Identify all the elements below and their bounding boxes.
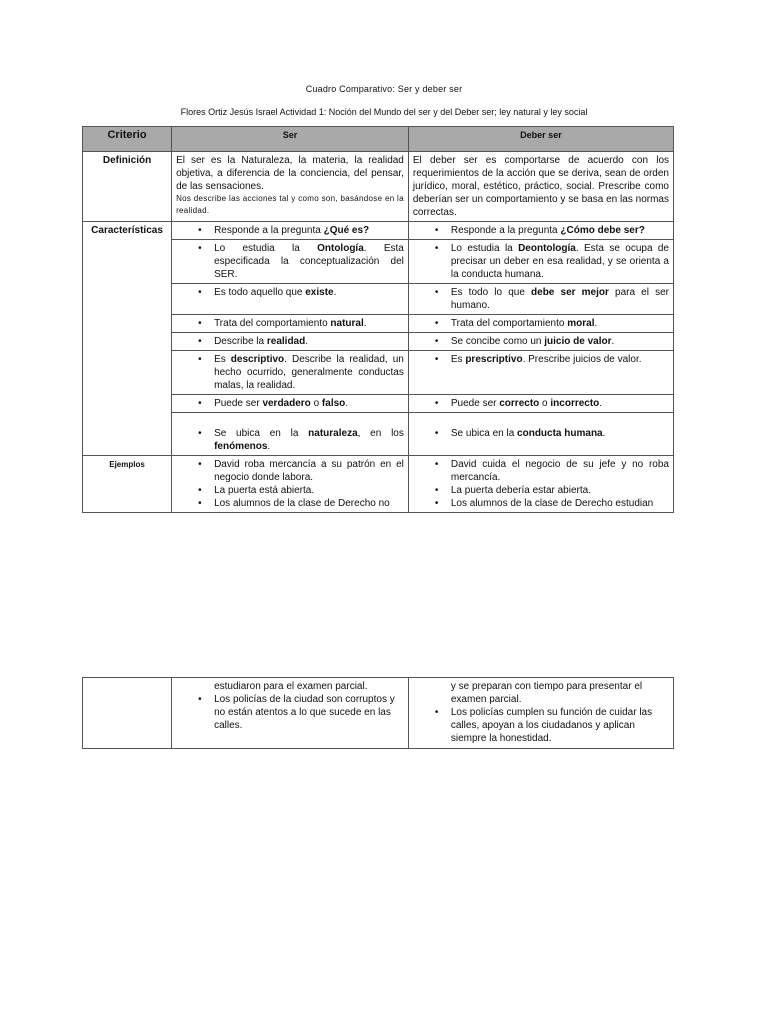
- caracteristica-ser-list: [176, 317, 404, 330]
- ejemplo-ser-item: • Los policías de la ciudad son corruptos y no están atentos a lo que sucede en las calles.: [214, 693, 404, 732]
- caracteristica-ser-item: • Lo estudia la Ontología. Esta especificada la conceptualización del SER.: [214, 242, 404, 281]
- definicion-deber-text: El deber ser es comportarse de acuerdo con los requerimientos de la acción que se deriva, sean de orden jurídico, moral, estético, práctico, social. Prescribe como deberían ser un comportamiento y se basa en las normas correctas.: [408, 152, 673, 222]
- row-caracteristica: [83, 333, 674, 351]
- row-caracteristica: [83, 351, 674, 395]
- caracteristica-ser-cell: [172, 413, 409, 456]
- caracteristica-ser-cell: [172, 240, 409, 284]
- caracteristica-ser-cell: [172, 284, 409, 315]
- caracteristica-ser-list: [176, 353, 404, 392]
- caracteristica-deber-list: [413, 397, 669, 410]
- criterio-caracteristicas: Características: [83, 222, 172, 456]
- row-caracteristica: [83, 240, 674, 284]
- caracteristica-ser-cell: [172, 333, 409, 351]
- caracteristica-deber-cell: [408, 315, 673, 333]
- caracteristica-ser-list: [176, 286, 404, 299]
- header-deber-ser: Deber ser: [408, 127, 673, 152]
- ejemplos-deber-cont-list: [413, 680, 669, 745]
- ejemplo-deber-item: • La puerta debería estar abierta.: [451, 484, 669, 497]
- caracteristica-ser-list: [176, 242, 404, 281]
- caracteristica-deber-item: • Es prescriptivo. Prescribe juicios de valor.: [451, 353, 669, 366]
- ejemplos-ser-cont-list: [176, 680, 404, 732]
- ejemplo-ser-item: • La puerta está abierta.: [214, 484, 404, 497]
- caracteristica-ser-item: • Responde a la pregunta ¿Qué es?: [214, 224, 404, 237]
- caracteristica-ser-cell: [172, 315, 409, 333]
- caracteristica-ser-list: [176, 224, 404, 237]
- row-caracteristica: [83, 395, 674, 413]
- caracteristica-deber-item: • Es todo lo que debe ser mejor para el ser humano.: [451, 286, 669, 312]
- definicion-ser-text: El ser es la Naturaleza, la materia, la realidad objetiva, a diferencia de la conciencia, del pensar, de las sensaciones.: [176, 155, 404, 192]
- document-title: Cuadro Comparativo: Ser y deber ser: [305, 84, 463, 94]
- row-ejemplos: [83, 456, 674, 513]
- row-caracteristica: [83, 413, 674, 456]
- caracteristica-deber-item: • Responde a la pregunta ¿Cómo debe ser?: [451, 224, 669, 237]
- row-definicion: [83, 152, 674, 222]
- caracteristica-ser-item: • Describe la realidad.: [214, 335, 404, 348]
- caracteristica-ser-cell: [172, 222, 409, 240]
- caracteristica-deber-item: • Se ubica en la conducta humana.: [451, 427, 669, 440]
- list-item: y se preparan con tiempo para presentar el examen parcial.: [450, 681, 643, 705]
- header-ser: Ser: [172, 127, 409, 152]
- caracteristica-ser-item: • Es todo aquello que existe.: [214, 286, 404, 299]
- criterio-empty: [83, 678, 172, 749]
- caracteristica-deber-cell: [408, 413, 673, 456]
- caracteristica-deber-cell: [408, 351, 673, 395]
- caracteristica-ser-list: [176, 427, 404, 453]
- comparison-table-continued: [82, 677, 674, 749]
- caracteristica-deber-list: [413, 335, 669, 348]
- row-caracteristica: [83, 222, 674, 240]
- ejemplo-ser-item: • David roba mercancía a su patrón en el negocio donde labora.: [214, 458, 404, 484]
- caracteristica-deber-cell: [408, 333, 673, 351]
- row-caracteristica: [83, 315, 674, 333]
- comparison-table: [82, 126, 674, 513]
- caracteristica-ser-item: • Trata del comportamiento natural.: [214, 317, 404, 330]
- caracteristica-deber-item: • Trata del comportamiento moral.: [451, 317, 669, 330]
- document-subtitle: Flores Ortiz Jesús Israel Actividad 1: Noción del Mundo del ser y del Deber ser; ley natural y ley social: [180, 107, 588, 117]
- caracteristica-deber-item: • Puede ser correcto o incorrecto.: [451, 397, 669, 410]
- ejemplo-ser-item: • Los alumnos de la clase de Derecho no: [214, 497, 404, 510]
- caracteristica-deber-cell: [408, 222, 673, 240]
- caracteristica-deber-cell: [408, 395, 673, 413]
- caracteristica-ser-item: • Es descriptivo. Describe la realidad, un hecho ocurrido, generalmente conductas malas, la realidad.: [214, 353, 404, 392]
- caracteristica-deber-list: [413, 224, 669, 237]
- criterio-definicion: Definición: [83, 152, 172, 222]
- caracteristica-ser-item: • Se ubica en la naturaleza, en los fenómenos.: [214, 427, 404, 453]
- list-item: estudiaron para el examen parcial.: [214, 681, 368, 692]
- caracteristica-deber-cell: [408, 240, 673, 284]
- ejemplos-deber-cont-cell: [408, 678, 673, 749]
- caracteristica-ser-item: • Puede ser verdadero o falso.: [214, 397, 404, 410]
- row-ejemplos-continued: [83, 678, 674, 749]
- caracteristica-deber-list: [413, 286, 669, 312]
- row-caracteristica: [83, 284, 674, 315]
- caracteristica-ser-cell: [172, 351, 409, 395]
- ejemplo-deber-item: • David cuida el negocio de su jefe y no roba mercancía.: [451, 458, 669, 484]
- definicion-ser-note: Nos describe las acciones tal y como son, basándose en la realidad.: [176, 194, 404, 215]
- definicion-ser-cell: [172, 152, 409, 222]
- criterio-ejemplos: Ejemplos: [83, 456, 172, 513]
- ejemplos-ser-cont-cell: [172, 678, 409, 749]
- caracteristica-deber-list: [413, 353, 669, 366]
- caracteristica-deber-list: [413, 427, 669, 440]
- ejemplo-deber-item: • Los alumnos de la clase de Derecho estudian: [451, 497, 669, 510]
- table-header-row: [83, 127, 674, 152]
- caracteristica-deber-cell: [408, 284, 673, 315]
- caracteristica-deber-item: • Lo estudia la Deontología. Esta se ocupa de precisar un deber en esa realidad, y se orienta a la conducta humana.: [451, 242, 669, 281]
- caracteristica-deber-list: [413, 317, 669, 330]
- ejemplo-deber-item: • Los policías cumplen su función de cuidar las calles, apoyan a los ciudadanos y aplican siempre la honestidad.: [451, 706, 669, 745]
- ejemplos-deber-list: [413, 458, 669, 510]
- ejemplos-ser-cell: [172, 456, 409, 513]
- caracteristica-ser-list: [176, 335, 404, 348]
- caracteristica-deber-item: • Se concibe como un juicio de valor.: [451, 335, 669, 348]
- caracteristica-ser-cell: [172, 395, 409, 413]
- header-criterio: Criterio: [83, 127, 172, 152]
- ejemplos-ser-list: [176, 458, 404, 510]
- ejemplos-deber-cell: [408, 456, 673, 513]
- caracteristica-deber-list: [413, 242, 669, 281]
- caracteristica-ser-list: [176, 397, 404, 410]
